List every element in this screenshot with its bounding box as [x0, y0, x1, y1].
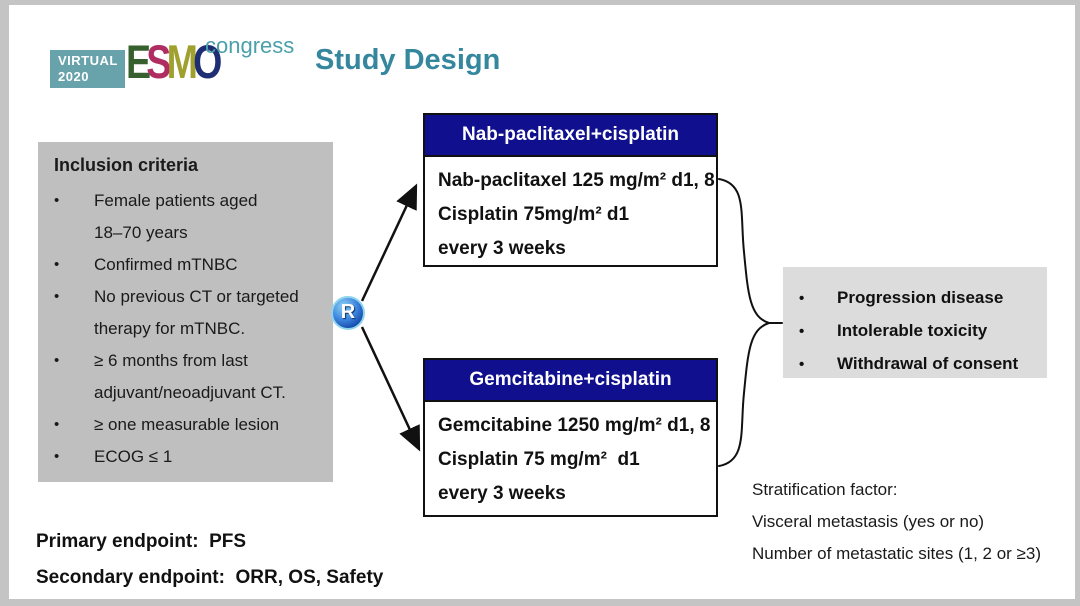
arm-regimen-line: Cisplatin 75 mg/m² d1 [438, 449, 640, 470]
bullet-icon [54, 185, 94, 217]
list-item [54, 409, 325, 441]
esmo-congress-logo [50, 33, 295, 92]
inclusion-criteria-box [38, 142, 333, 482]
virtual-year: 2020 [58, 69, 89, 84]
virtual-2020-badge [50, 50, 125, 88]
bullet-icon [54, 409, 94, 441]
randomization-r-badge: R [331, 296, 365, 330]
arm-header: Gemcitabine+cisplatin [425, 360, 716, 402]
inclusion-item-text: ≥ one measurable lesion [94, 415, 280, 434]
bullet-icon [799, 315, 837, 348]
bullet-icon [799, 282, 837, 315]
bullet-icon [799, 348, 837, 381]
arm-body [425, 157, 716, 266]
bullet-icon [54, 281, 94, 313]
arm-gemcitabine-cisplatin-box [423, 358, 718, 517]
secondary-endpoint: Secondary endpoint: ORR, OS, Safety [36, 567, 384, 588]
esmo-letter-e: E [126, 35, 147, 88]
virtual-label: VIRTUAL [58, 53, 118, 68]
congress-label: congress [205, 33, 295, 58]
bullet-icon [54, 441, 94, 473]
bullet-icon [54, 249, 94, 281]
arm-regimen-line: Cisplatin 75mg/m² d1 [438, 204, 630, 225]
bullet-spacer [54, 313, 94, 345]
arm-header: Nab-paclitaxel+cisplatin [425, 115, 716, 157]
bullet-spacer [54, 377, 94, 409]
esmo-letter-m: M [166, 35, 194, 88]
stratification-line: Visceral metastasis (yes or no) [752, 512, 985, 531]
stratification-note [752, 474, 1080, 570]
list-item [54, 377, 325, 409]
list-item [54, 345, 325, 377]
arm-regimen-line: Nab-paclitaxel 125 mg/m² d1, 8 [438, 170, 715, 191]
arm-nab-paclitaxel-cisplatin-box [423, 113, 718, 267]
list-item [54, 249, 325, 281]
inclusion-item-text: 18–70 years [94, 223, 188, 242]
endpoints-note [36, 524, 383, 596]
inclusion-item-text: No previous CT or targeted [94, 287, 299, 306]
list-item [799, 348, 1043, 381]
discontinuation-outcomes-box [783, 267, 1047, 378]
stratification-line: Number of metastatic sites (1, 2 or ≥3) [752, 544, 1041, 563]
inclusion-heading: Inclusion criteria [54, 155, 199, 175]
inclusion-item-text: Female patients aged [94, 191, 258, 210]
bullet-spacer [54, 217, 94, 249]
esmo-letter-o: O [193, 35, 218, 88]
outcome-text: Progression disease [837, 288, 1004, 307]
inclusion-item-text: adjuvant/neoadjuvant CT. [94, 383, 286, 402]
list-item [54, 185, 325, 217]
arm-body [425, 402, 716, 511]
esmo-wordmark [126, 36, 218, 88]
primary-endpoint: Primary endpoint: PFS [36, 531, 247, 552]
bullet-icon [54, 345, 94, 377]
list-item [799, 282, 1043, 315]
inclusion-item-text: ≥ 6 months from last [94, 351, 248, 370]
arm-regimen-line: every 3 weeks [438, 238, 566, 259]
outcome-text: Withdrawal of consent [837, 354, 1019, 373]
list-item [54, 281, 325, 313]
page-title: Study Design [315, 44, 501, 76]
inclusion-item-text: therapy for mTNBC. [94, 319, 246, 338]
stratification-line: Stratification factor: [752, 480, 898, 499]
list-item [54, 313, 325, 345]
list-item [54, 441, 325, 473]
list-item [54, 217, 325, 249]
list-item [799, 315, 1043, 348]
esmo-letter-s: S [146, 35, 167, 88]
inclusion-item-text: ECOG ≤ 1 [94, 447, 173, 466]
arm-regimen-line: Gemcitabine 1250 mg/m² d1, 8 [438, 415, 711, 436]
inclusion-item-text: Confirmed mTNBC [94, 255, 238, 274]
outcome-text: Intolerable toxicity [837, 321, 988, 340]
arm-regimen-line: every 3 weeks [438, 483, 566, 504]
